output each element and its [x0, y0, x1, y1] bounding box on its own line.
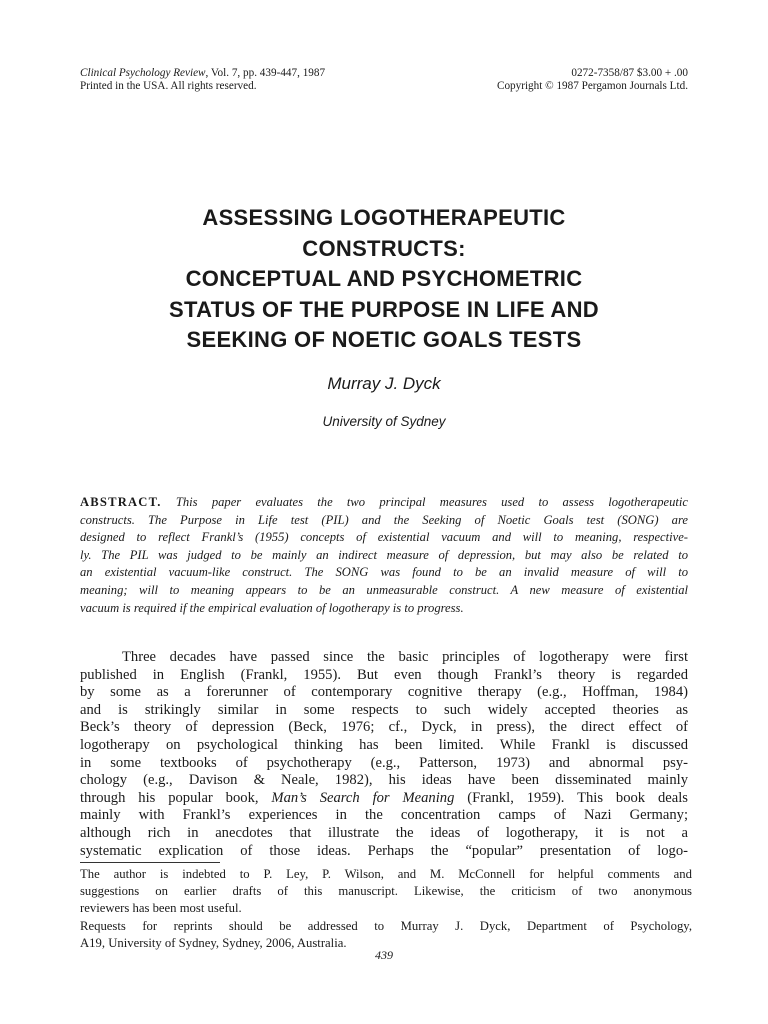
body-line: in some textbooks of psychotherapy (e.g., Patterson, 1973) and abnormal psy-: [80, 754, 688, 771]
body-line: [80, 790, 688, 808]
running-header-right: [497, 67, 688, 93]
body-line: systematic explication of those ideas. Perhaps the “popular” presentation of logo-: [80, 842, 688, 859]
abstract-line: meaning; will to meaning appears to be an unmeasurable construct. A new measure of existential: [80, 582, 688, 597]
body-line: Beck’s theory of depression (Beck, 1976; cf., Dyck, in press), the direct effect of: [80, 719, 688, 736]
abstract-line: ly. The PIL was judged to be mainly an indirect measure of depression, but may also be related to: [80, 547, 688, 562]
abstract-label: ABSTRACT.: [80, 495, 162, 509]
body-line: logotherapy on psychological thinking has been limited. While Frankl is discussed: [80, 736, 688, 753]
citation-details: , Vol. 7, pp. 439-447, 1987: [205, 67, 326, 79]
book-title: Man’s Search for Meaning: [271, 789, 455, 806]
abstract-line: vacuum is required if the empirical evaluation of logotherapy is to progress.: [80, 600, 464, 615]
footnotes: [80, 866, 692, 952]
article-title: [80, 203, 688, 356]
body-line: chology (e.g., Davison & Neale, 1982), his ideas have been disseminated mainly: [80, 772, 688, 789]
body-line: published in English (Frankl, 1955). But even though Frankl’s theory is regarded: [80, 666, 688, 683]
journal-name: Clinical Psychology Review: [80, 67, 206, 79]
article-code: 0272-7358/87 $3.00 + .00: [571, 67, 688, 79]
title-line: SEEKING OF NOETIC GOALS TESTS: [186, 327, 582, 352]
abstract-line: an existential vacuum-like construct. The SONG was found to be an invalid measure of will to: [80, 565, 688, 580]
author-affiliation: University of Sydney: [322, 414, 446, 429]
title-line: CONCEPTUAL AND PSYCHOMETRIC: [185, 266, 583, 291]
abstract: [80, 494, 688, 617]
body-line: by some as a forerunner of contemporary cognitive therapy (e.g., Hoffman, 1984): [80, 684, 688, 701]
body-line: although rich in anecdotes that illustrate the ideas of logotherapy, it is not a: [80, 824, 688, 841]
body-line: mainly with Frankl’s experiences in the concentration camps of Nazi Germany;: [80, 807, 688, 824]
footnote-line: The author is indebted to P. Ley, P. Wilson, and M. McConnell for helpful comments and: [80, 867, 692, 881]
footnote-line: A19, University of Sydney, Sydney, 2006, Australia.: [80, 935, 347, 950]
body-line: Three decades have passed since the basic principles of logotherapy were first: [122, 649, 688, 665]
copyright-notice: Copyright © 1987 Pergamon Journals Ltd.: [496, 80, 688, 92]
running-header-left: [80, 67, 325, 93]
page-number: 439: [375, 948, 393, 962]
abstract-text: This paper evaluates the two principal measures used to assess logotherapeutic: [175, 495, 688, 509]
footnote-line: Requests for reprints should be addressed to Murray J. Dyck, Department of Psychology,: [80, 918, 692, 933]
title-line: CONSTRUCTS:: [302, 235, 466, 261]
author-name: Murray J. Dyck: [327, 374, 441, 393]
body-text-segment: (Frankl, 1959). This book deals: [454, 789, 688, 806]
footnote-line: suggestions on earlier drafts of this manuscript. Likewise, the criticism of two anonymous: [80, 884, 692, 899]
body-text-segment: through his popular book,: [80, 789, 272, 806]
abstract-line: constructs. The Purpose in Life test (PIL) and the Seeking of Noetic Goals test (SONG) are: [80, 512, 688, 527]
abstract-line: designed to reflect Frankl’s (1955) concepts of existential vacuum and will to meaning, respective-: [80, 530, 688, 545]
body-line: and is strikingly similar in some respects to such widely accepted theories as: [80, 701, 688, 718]
footnote-divider: [80, 862, 220, 863]
journal-citation: [80, 67, 325, 80]
body-text: [80, 649, 688, 860]
abstract-line: [80, 494, 688, 512]
rights-notice: Printed in the USA. All rights reserved.: [80, 80, 257, 92]
title-line: ASSESSING LOGOTHERAPEUTIC: [202, 205, 566, 230]
footnote-line: reviewers has been most useful.: [80, 901, 242, 916]
title-line: STATUS OF THE PURPOSE IN LIFE AND: [169, 296, 599, 322]
